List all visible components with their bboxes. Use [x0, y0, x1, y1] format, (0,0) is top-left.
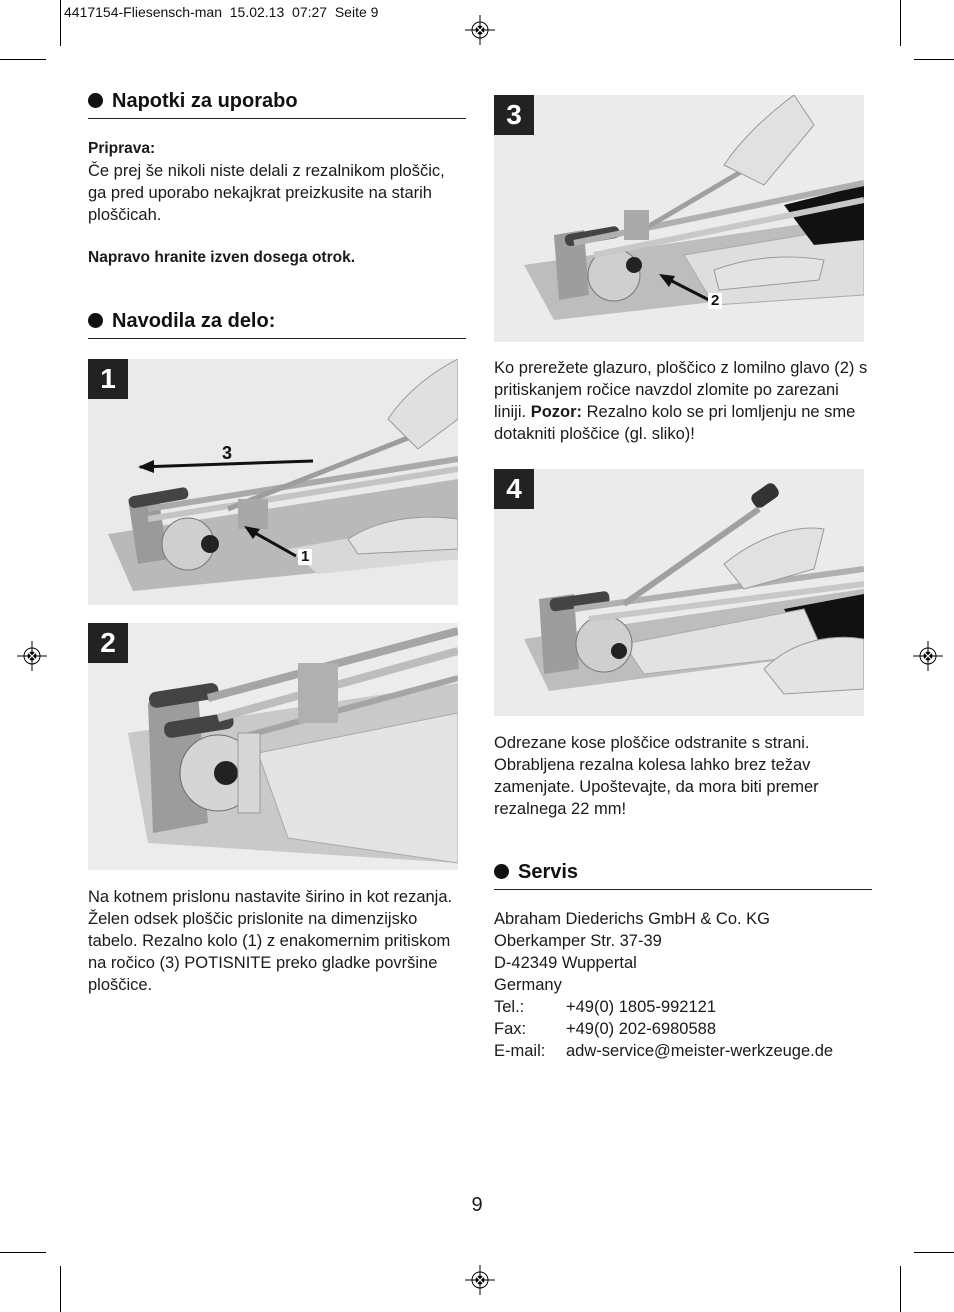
email-address: adw-service@meister-werkzeuge.de — [566, 1042, 834, 1060]
print-header: 4417154-Fliesensch-man 15.02.13 07:27 Seite 9 — [64, 4, 379, 20]
fax-label: Fax: — [494, 1020, 527, 1038]
phone-label: Tel.: — [494, 998, 525, 1016]
figure-number: 2 — [88, 623, 128, 663]
figure-number: 1 — [88, 359, 128, 399]
callout-label: 3 — [222, 443, 233, 463]
figure-number: 3 — [494, 95, 534, 135]
bullet-icon — [88, 93, 103, 108]
figure-2-caption: Na kotnem prislonu nastavite širino in kot rezanja. Želen odsek ploščic prislonite na dimenzijsko tabelo. Rezalno kolo (1) z enakomernim pritiskom na ročico (3) POTISNITE preko gladke površine ploščice. — [88, 888, 453, 994]
street-address: Oberkamper Str. 37-39 — [494, 932, 662, 950]
service-contact-block — [494, 908, 894, 1062]
caption-text: Ko prerežete glazuro, ploščico z lomilno glavo (2) s pritiskanjem ročice navzdol zlomite po zarezani liniji. — [494, 359, 868, 421]
section-heading-work: Navodila za delo: — [88, 310, 466, 339]
registration-mark-icon — [465, 1265, 495, 1295]
registration-mark-icon — [465, 15, 495, 45]
caution-label: Pozor: — [530, 403, 583, 421]
figure-4-caption: Odrezane kose ploščice odstranite s strani. Obrabljena rezalna kolesa lahko brez težav zamenjate. Upoštevajte, da mora biti premer rezalnega 22 mm! — [494, 734, 819, 818]
child-safety-warning: Napravo hranite izven dosega otrok. — [88, 249, 356, 266]
figure-1-illustration — [88, 359, 458, 605]
preparation-block — [88, 138, 466, 226]
caption-text: Rezalno kolo se pri lomljenju ne sme dotakniti ploščice (gl. sliko)! — [494, 403, 856, 443]
phone-number: +49(0) 1805-992121 — [566, 998, 716, 1016]
section-heading-service: Servis — [494, 861, 872, 890]
bullet-icon — [494, 864, 509, 879]
figure-3-illustration — [494, 95, 864, 342]
country: Germany — [494, 976, 562, 994]
preparation-heading: Priprava: — [88, 140, 156, 157]
figure-3-caption — [494, 357, 874, 445]
figure-number: 4 — [494, 469, 534, 509]
registration-mark-icon — [913, 641, 943, 671]
figure-2-illustration — [88, 623, 458, 870]
figure-4-illustration — [494, 469, 864, 716]
bullet-icon — [88, 313, 103, 328]
registration-mark-icon — [17, 641, 47, 671]
fax-number: +49(0) 202-6980588 — [566, 1020, 716, 1038]
fax-row — [494, 1018, 894, 1040]
section-heading-usage: Napotki za uporabo — [88, 90, 466, 119]
preparation-text: Če prej še nikoli niste delali z rezalnikom ploščic, ga pred uporabo nekajkrat preizkusite na starih ploščicah. — [88, 162, 445, 224]
city-address: D-42349 Wuppertal — [494, 954, 637, 972]
callout-label: 2 — [708, 293, 722, 309]
email-row — [494, 1040, 894, 1062]
page-number: 9 — [471, 1194, 483, 1216]
callout-label: 1 — [298, 549, 312, 565]
email-label: E-mail: — [494, 1042, 546, 1060]
company-name: Abraham Diederichs GmbH & Co. KG — [494, 910, 771, 928]
phone-row — [494, 996, 894, 1018]
